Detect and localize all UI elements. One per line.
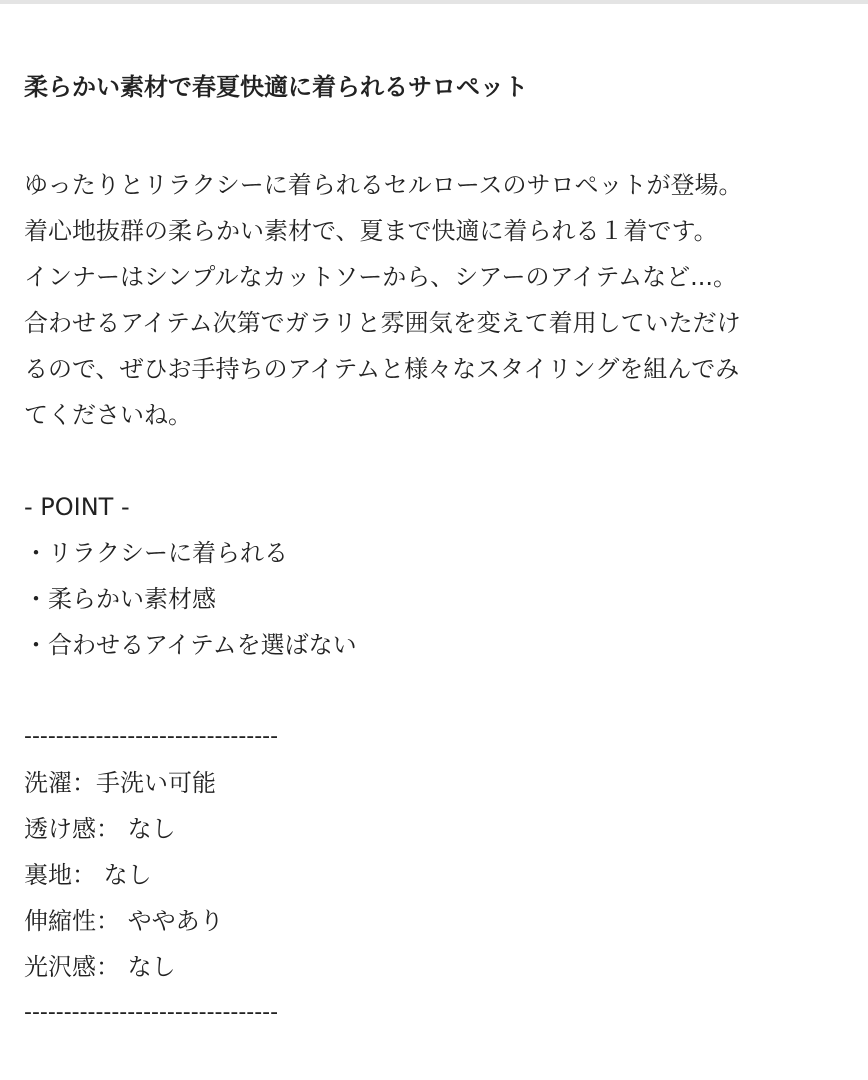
point-section <box>24 484 844 668</box>
description-line: インナーはシンプルなカットソーから、シアーのアイテムなど...。 <box>24 263 738 291</box>
description-line: 着心地抜群の柔らかい素材で、夏まで快適に着られる１着です。 <box>24 217 718 245</box>
spec-list <box>24 760 844 990</box>
top-divider <box>0 0 868 4</box>
description-line: てくださいね。 <box>24 401 192 429</box>
description-line: ゆったりとリラクシーに着られるセルロースのサロペットが登場。 <box>24 171 743 199</box>
spec-lining: 裏地： なし <box>24 861 152 889</box>
spec-gloss: 光沢感： なし <box>24 953 176 981</box>
description-line: 合わせるアイテム次第でガラリと雰囲気を変えて着用していただけ <box>24 309 741 337</box>
spec-stretch: 伸縮性： ややあり <box>24 907 224 935</box>
spec-washing: 洗濯：手洗い可能 <box>24 769 216 797</box>
product-title: 柔らかい素材で春夏快適に着られるサロペット <box>24 73 528 101</box>
dashed-divider-top: -------------------------------- <box>24 724 279 749</box>
point-item: ・リラクシーに着られる <box>24 539 288 567</box>
point-heading: - POINT - <box>24 493 130 521</box>
description-line: るので、ぜひお手持ちのアイテムと様々なスタイリングを組んでみ <box>24 355 740 383</box>
dashed-divider-bottom: -------------------------------- <box>24 1000 279 1025</box>
product-description <box>24 68 844 1036</box>
description-paragraph <box>24 162 844 438</box>
point-item: ・合わせるアイテムを選ばない <box>24 631 357 659</box>
point-item: ・柔らかい素材感 <box>24 585 216 613</box>
spec-sheerness: 透け感： なし <box>24 815 176 843</box>
